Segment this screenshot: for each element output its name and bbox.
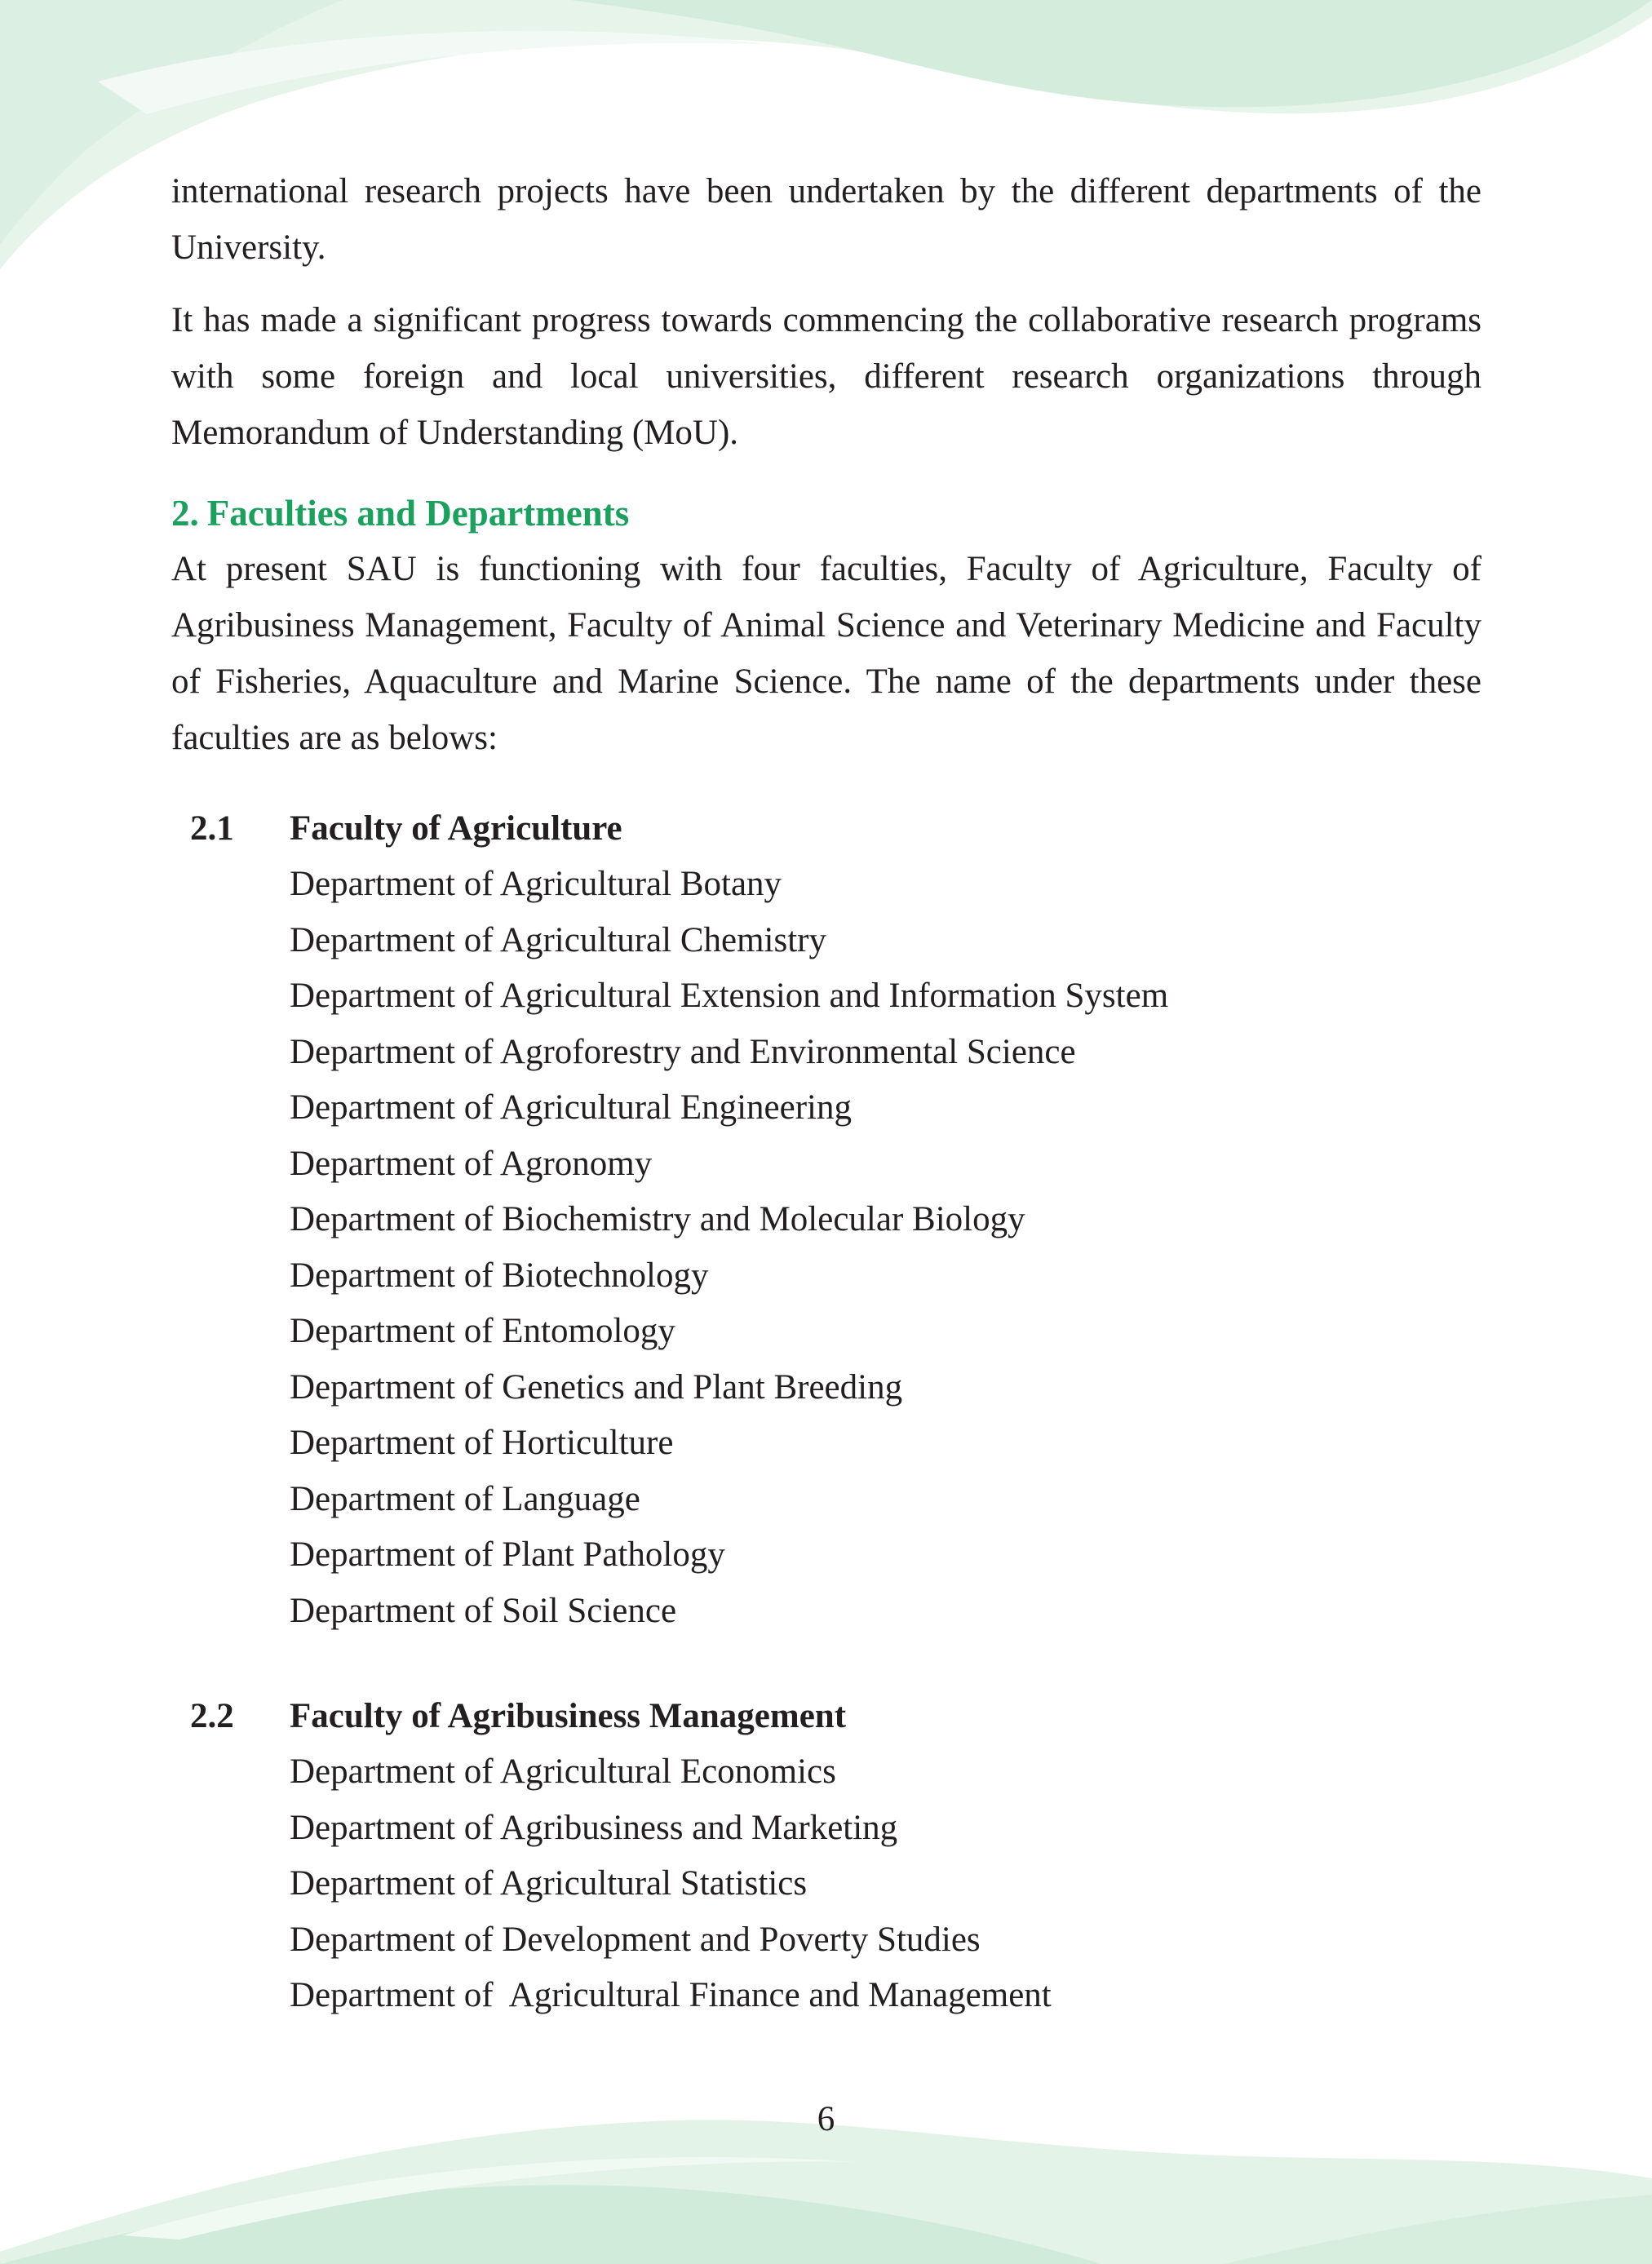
- section-heading: [171, 487, 1481, 539]
- section-paragraph: At present SAU is functioning with four faculties, Faculty of Agriculture, Faculty of Agribusiness Management, Faculty of Animal Science and Veterinary Medicine and Faculty of Fisheries, Aquaculture and Marine Science. The name of the departments under these faculties are as belows:: [171, 550, 1481, 757]
- list-item: Department of Agronomy: [290, 1144, 653, 1183]
- intro-paragraph-2: It has made a significant progress towards commencing the collaborative research programs with some foreign and local universities, different research organizations through Memorandum of Understanding (MoU).: [171, 301, 1481, 452]
- main-content: [171, 163, 1481, 2024]
- top-wave-mid: [571, 0, 1652, 107]
- list-item: Department of Agricultural Engineering: [290, 1088, 852, 1127]
- faculty-section-agribusiness: [171, 1688, 1481, 2024]
- list-item: Department of Agricultural Botany: [290, 865, 782, 903]
- list-item: Department of Biochemistry and Molecular Biology: [290, 1200, 1025, 1238]
- department-list: [171, 1744, 1481, 2024]
- faculty-section-agriculture: [171, 800, 1481, 1639]
- department-list: [171, 857, 1481, 1639]
- faculty-heading: [171, 800, 1481, 857]
- list-item: Department of Language: [290, 1479, 640, 1518]
- list-item: Department of Agricultural Chemistry: [290, 920, 826, 959]
- list-item: Department of Agribusiness and Marketing: [290, 1808, 898, 1847]
- list-item: Department of Development and Poverty Studies: [290, 1920, 981, 1959]
- list-item: Department of Agricultural Economics: [290, 1752, 836, 1791]
- section-title: Faculties and Departments: [206, 493, 630, 534]
- list-item: Department of Agricultural Statistics: [290, 1864, 808, 1903]
- list-item: Department of Biotechnology: [290, 1256, 709, 1295]
- list-item: Department of Agricultural Finance and Management: [290, 1976, 1052, 2014]
- list-item: Department of Genetics and Plant Breeding: [290, 1367, 903, 1407]
- list-item: Department of Plant Pathology: [290, 1535, 725, 1574]
- section-number: 2.: [171, 493, 199, 534]
- list-item: Department of Agricultural Extension and Information System: [290, 977, 1169, 1015]
- list-item: Department of Entomology: [290, 1312, 675, 1350]
- page-number: 6: [817, 2100, 835, 2138]
- list-item: Department of Soil Science: [290, 1591, 677, 1630]
- faculty-title: Faculty of Agriculture: [290, 809, 622, 848]
- intro-paragraph-1: international research projects have been undertaken by the different departments of the University.: [171, 172, 1481, 267]
- faculty-heading: [171, 1688, 1481, 1744]
- faculty-number: 2.2: [190, 1697, 234, 1735]
- list-item: Department of Horticulture: [290, 1424, 674, 1462]
- list-item: Department of Agroforestry and Environmental Science: [290, 1032, 1076, 1071]
- faculty-title: Faculty of Agribusiness Management: [290, 1697, 847, 1735]
- faculty-number: 2.1: [190, 809, 234, 848]
